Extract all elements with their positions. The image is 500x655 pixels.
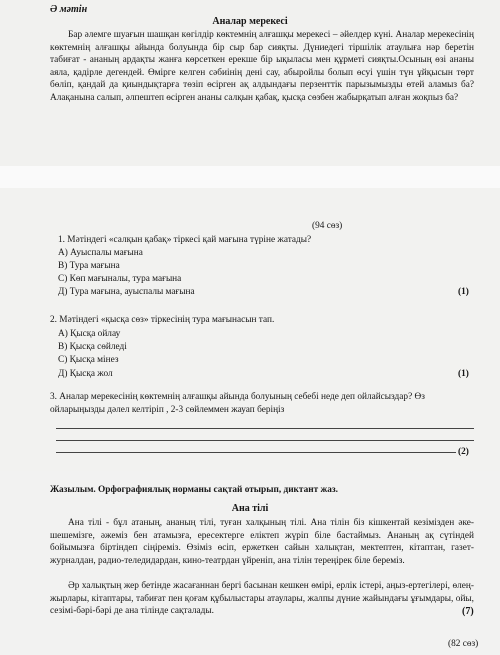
dictation-para-1: Ана тілі - бұл атаның, ананың тілі, туған халқының тілі. Ана тілін біз кішкентай кезімізден әке-шешемізге, әжеміз бен атамызға, ересектерге еліктеп жүріп біле бастаймыз. Ананың ақ сүтіндей бойымызға біртіндеп сіңіреміз. Өзіміз өсіп, ержеткен сайын халықтан, мектептен, кітаптан, газет-журналдан, радио-теледидардан, кино-театрдан үйреніп, ана тілін тереңірек біле береміз. xyxy=(50,518,474,566)
q1-points: (1) xyxy=(458,287,469,297)
q3-points: (2) xyxy=(458,447,469,457)
answer-line-1[interactable] xyxy=(56,428,474,429)
q1-option-d: Д) Тура мағына, ауыспалы мағына xyxy=(58,287,195,297)
dictation-points: (7) xyxy=(462,606,474,617)
q1-option-b: В) Тура мағына xyxy=(58,261,120,271)
question-1: 1. Мәтіндегі «салқын қабақ» тіркесі қай мағына түріне жатады? xyxy=(58,235,312,245)
answer-line-2[interactable] xyxy=(56,440,474,441)
question-3-line2: ойларыңызды дәлел келтіріп , 2-3 сөйлеммен жауап беріңіз xyxy=(50,405,285,415)
q1-option-c: С) Көп мағыналы, тура мағына xyxy=(58,274,182,284)
text-a-section xyxy=(0,0,500,166)
dictation-title: Ана тілі xyxy=(231,503,269,514)
question-2: 2. Мәтіндегі «қысқа сөз» тіркесінің тура мағынасын тап. xyxy=(50,315,275,325)
text-title: Аналар мерекесі xyxy=(212,16,288,27)
section-label: Ә мәтін xyxy=(50,4,88,15)
answer-line-3[interactable] xyxy=(56,452,456,453)
question-3-line1: 3. Аналар мерекесінің көктемнің алғашқы айында болуының себебі неде деп ойлайсыздар? Өз xyxy=(50,392,425,402)
q2-option-d: Д) Қысқа жол xyxy=(58,369,113,379)
page-break xyxy=(0,166,500,188)
q2-option-a: А) Қысқа ойлау xyxy=(58,329,121,339)
dictation-heading: Жазылым. Орфографиялық норманы сақтай отырып, диктант жаз. xyxy=(50,485,338,495)
questions-section xyxy=(0,188,500,471)
q2-points: (1) xyxy=(458,369,469,379)
dictation-section xyxy=(0,471,500,655)
dictation-word-count: (82 сөз) xyxy=(448,639,479,649)
dictation-para-2: Әр халықтың жер бетінде жасағаннан бергі басынан кешкен өмірі, ерлік істері, аңыз-ертегілері, өлең-жырлары, кітаптары, табиғат пен қоғам құбылыстары атаулары, жалпы дүние жайындағы ұғымдары, ойы, сезімі-бәрі-бәрі де ана тілінде сақталады. xyxy=(50,581,474,617)
text-body: Бар әлемге шуағын шашқан көгілдір көктемнің алғашқы мерекесі – әйелдер күні. Аналар мерекесінің көктемнің алғашқы айында болуында бір сыр бар сияқты. Дүниедегі тіршілік атаулыға нәр беретін табиғат - ананың ардақты жанға көрсеткен ерекше бір ықыласы мен құрметі сияқты.Осының өзі ананы аяла, қадірле дегендей. Өмірге келген сәбиінің дені сау, абыройлы болып өсуі үшін түн ұйқысын төрт бөліп, қандай да қиындықтарға төзіп өсірген ақ алдындағы перзенттік парызымызды өтей аламыз ба? Алақанына салып, әлпештеп өсірген ананы салқын қабақ, қысқа сөзбен жабырқатып алған жоқпыз ба? xyxy=(50,30,474,103)
q2-option-c: С) Қысқа мінез xyxy=(58,355,119,365)
q1-option-a: А) Ауыспалы мағына xyxy=(58,248,143,258)
q2-option-b: В) Қысқа сөйледі xyxy=(58,342,127,352)
word-count: (94 сөз) xyxy=(312,221,343,231)
